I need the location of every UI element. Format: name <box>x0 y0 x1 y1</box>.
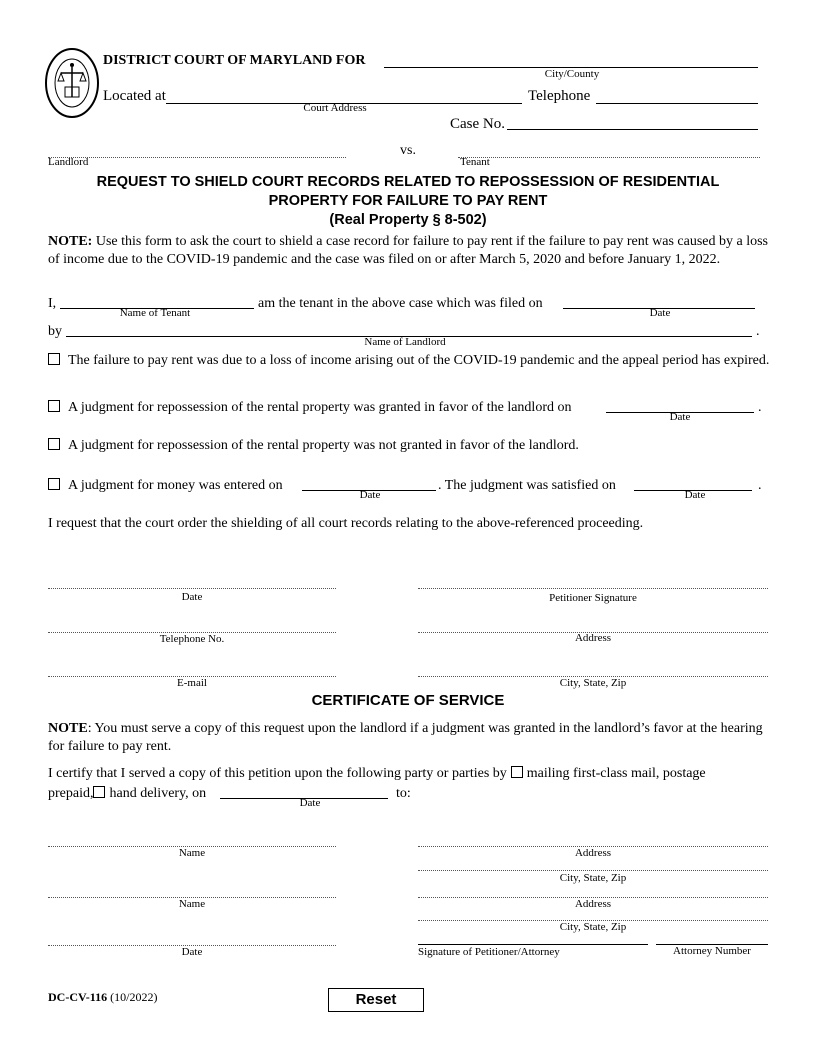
petitioner-city-field[interactable] <box>418 662 768 677</box>
email-label: E-mail <box>177 677 207 689</box>
period: . <box>756 324 760 339</box>
by-label: by <box>48 324 62 339</box>
note-paragraph <box>48 233 770 269</box>
request-text: I request that the court order the shielding of all court records relating to the above-referenced proceeding. <box>48 516 644 531</box>
certificate-note-text: : You must serve a copy of this request upon the landlord if a judgment was granted in the landlord’s favor at the hearing for failure to pay rent. <box>48 721 763 754</box>
court-telephone-field[interactable] <box>596 88 758 104</box>
petition-date-field[interactable] <box>48 574 336 589</box>
attorney-number-field[interactable] <box>656 930 768 945</box>
checkbox-row-granted <box>48 400 571 416</box>
telephone-label: Telephone No. <box>159 633 225 645</box>
mailing-text: mailing first-class mail, postage <box>526 766 706 781</box>
covid-loss-text: The failure to pay rent was due to a loss of income arising out of the COVID-19 pandemic and the appeal period has expired. <box>68 353 770 368</box>
party2-name-label: Name <box>178 898 206 910</box>
title-line-3: (Real Property § 8-502) <box>329 212 487 228</box>
party2-address-label: Address <box>574 898 612 910</box>
petitioner-telephone-field[interactable] <box>48 618 336 633</box>
hand-delivery-checkbox[interactable] <box>93 786 105 798</box>
certify-line-2 <box>48 786 206 802</box>
tenant-label: Tenant <box>460 156 490 168</box>
attorney-number-label: Attorney Number <box>673 945 751 957</box>
to-text: to: <box>396 786 411 801</box>
note-text: Use this form to ask the court to shield a case record for failure to pay rent if the failure to pay rent was caused by a loss of income due to the COVID-19 pandemic and the case was filed on or after March 5, 2020 and before January 1, 2022. <box>48 234 769 267</box>
covid-loss-checkbox[interactable] <box>48 353 60 365</box>
party1-name-field[interactable] <box>48 832 336 847</box>
judgment-granted-text: A judgment for repossession of the rental property was granted in favor of the landlord on <box>68 400 572 415</box>
form-number <box>48 990 157 1005</box>
party2-city-label: City, State, Zip <box>559 921 627 933</box>
mailing-checkbox[interactable] <box>511 766 523 778</box>
certificate-date-field[interactable] <box>48 931 336 946</box>
judgment-not-granted-text: A judgment for repossession of the rental property was not granted in favor of the landlord. <box>68 438 579 453</box>
certify-line-1 <box>48 766 706 782</box>
satisfied-text: . The judgment was satisfied on <box>438 478 616 493</box>
petitioner-city-label: City, State, Zip <box>559 677 627 689</box>
form-revision: (10/2022) <box>110 990 158 1004</box>
judgment-granted-date-label: Date <box>669 411 691 423</box>
judgment-granted-checkbox[interactable] <box>48 400 60 412</box>
petitioner-signature-label: Petitioner Signature <box>549 592 637 604</box>
party2-address-field[interactable] <box>418 883 768 898</box>
landlord-field[interactable] <box>48 143 346 158</box>
located-at-label: Located at <box>103 88 166 104</box>
certificate-note-label: NOTE <box>48 721 88 736</box>
judgment-not-granted-checkbox[interactable] <box>48 438 60 450</box>
satisfied-date-label: Date <box>684 489 706 501</box>
petitioner-attorney-signature-label: Signature of Petitioner/Attorney <box>418 946 560 958</box>
money-judgment-date-label: Date <box>359 489 381 501</box>
petitioner-signature-field[interactable] <box>418 574 768 589</box>
note-label: NOTE: <box>48 234 93 249</box>
name-of-landlord-label: Name of Landlord <box>364 336 446 348</box>
landlord-label: Landlord <box>48 156 89 168</box>
form-no: DC-CV-116 <box>48 990 108 1004</box>
party2-name-field[interactable] <box>48 883 336 898</box>
hand-delivery-text: hand delivery, on <box>109 786 207 801</box>
city-county-field[interactable] <box>384 52 758 68</box>
i-label: I, <box>48 296 57 311</box>
title-line-1: REQUEST TO SHIELD COURT RECORDS RELATED TO REPOSSESSION OF RESIDENTIAL <box>96 174 720 190</box>
party1-city-field[interactable] <box>418 856 768 871</box>
service-date-label: Date <box>299 797 321 809</box>
city-county-label: City/County <box>544 68 600 80</box>
title-line-2: PROPERTY FOR FAILURE TO PAY RENT <box>268 193 548 209</box>
am-tenant-text: am the tenant in the above case which was filed on <box>258 296 543 311</box>
court-address-label: Court Address <box>303 102 367 114</box>
prepaid-text: prepaid, <box>48 786 94 801</box>
money-judgment-text: A judgment for money was entered on <box>68 478 283 493</box>
case-no-field[interactable] <box>507 114 758 130</box>
certificate-date-label: Date <box>181 946 203 958</box>
court-seal <box>44 47 100 119</box>
checkbox-row-covid <box>48 352 770 370</box>
tenant-field[interactable] <box>458 143 760 158</box>
certify-text: I certify that I served a copy of this petition upon the following party or parties by <box>48 766 507 781</box>
court-title: DISTRICT COURT OF MARYLAND FOR <box>103 53 366 68</box>
petitioner-attorney-signature-field[interactable] <box>418 930 648 945</box>
petitioner-address-field[interactable] <box>418 618 768 633</box>
money-judgment-checkbox[interactable] <box>48 478 60 490</box>
filed-date-label: Date <box>649 307 671 319</box>
checkbox-row-not-granted <box>48 438 579 454</box>
party1-city-label: City, State, Zip <box>559 872 627 884</box>
certificate-title: CERTIFICATE OF SERVICE <box>311 692 505 709</box>
period: . <box>758 478 762 493</box>
vs-label: vs. <box>400 143 416 158</box>
telephone-label: Telephone <box>528 88 591 104</box>
period: . <box>758 400 762 415</box>
certificate-note <box>48 720 770 756</box>
form-title <box>0 173 816 230</box>
party1-name-label: Name <box>178 847 206 859</box>
party1-address-label: Address <box>574 847 612 859</box>
checkbox-row-money <box>48 478 283 494</box>
party1-address-field[interactable] <box>418 832 768 847</box>
petition-date-label: Date <box>181 591 203 603</box>
case-no-label: Case No. <box>450 116 505 132</box>
name-of-tenant-label: Name of Tenant <box>119 307 191 319</box>
reset-button[interactable]: Reset <box>328 988 424 1012</box>
petitioner-address-label: Address <box>574 632 612 644</box>
petitioner-email-field[interactable] <box>48 662 336 677</box>
party2-city-field[interactable] <box>418 906 768 921</box>
landlord-name-field[interactable] <box>66 322 752 337</box>
